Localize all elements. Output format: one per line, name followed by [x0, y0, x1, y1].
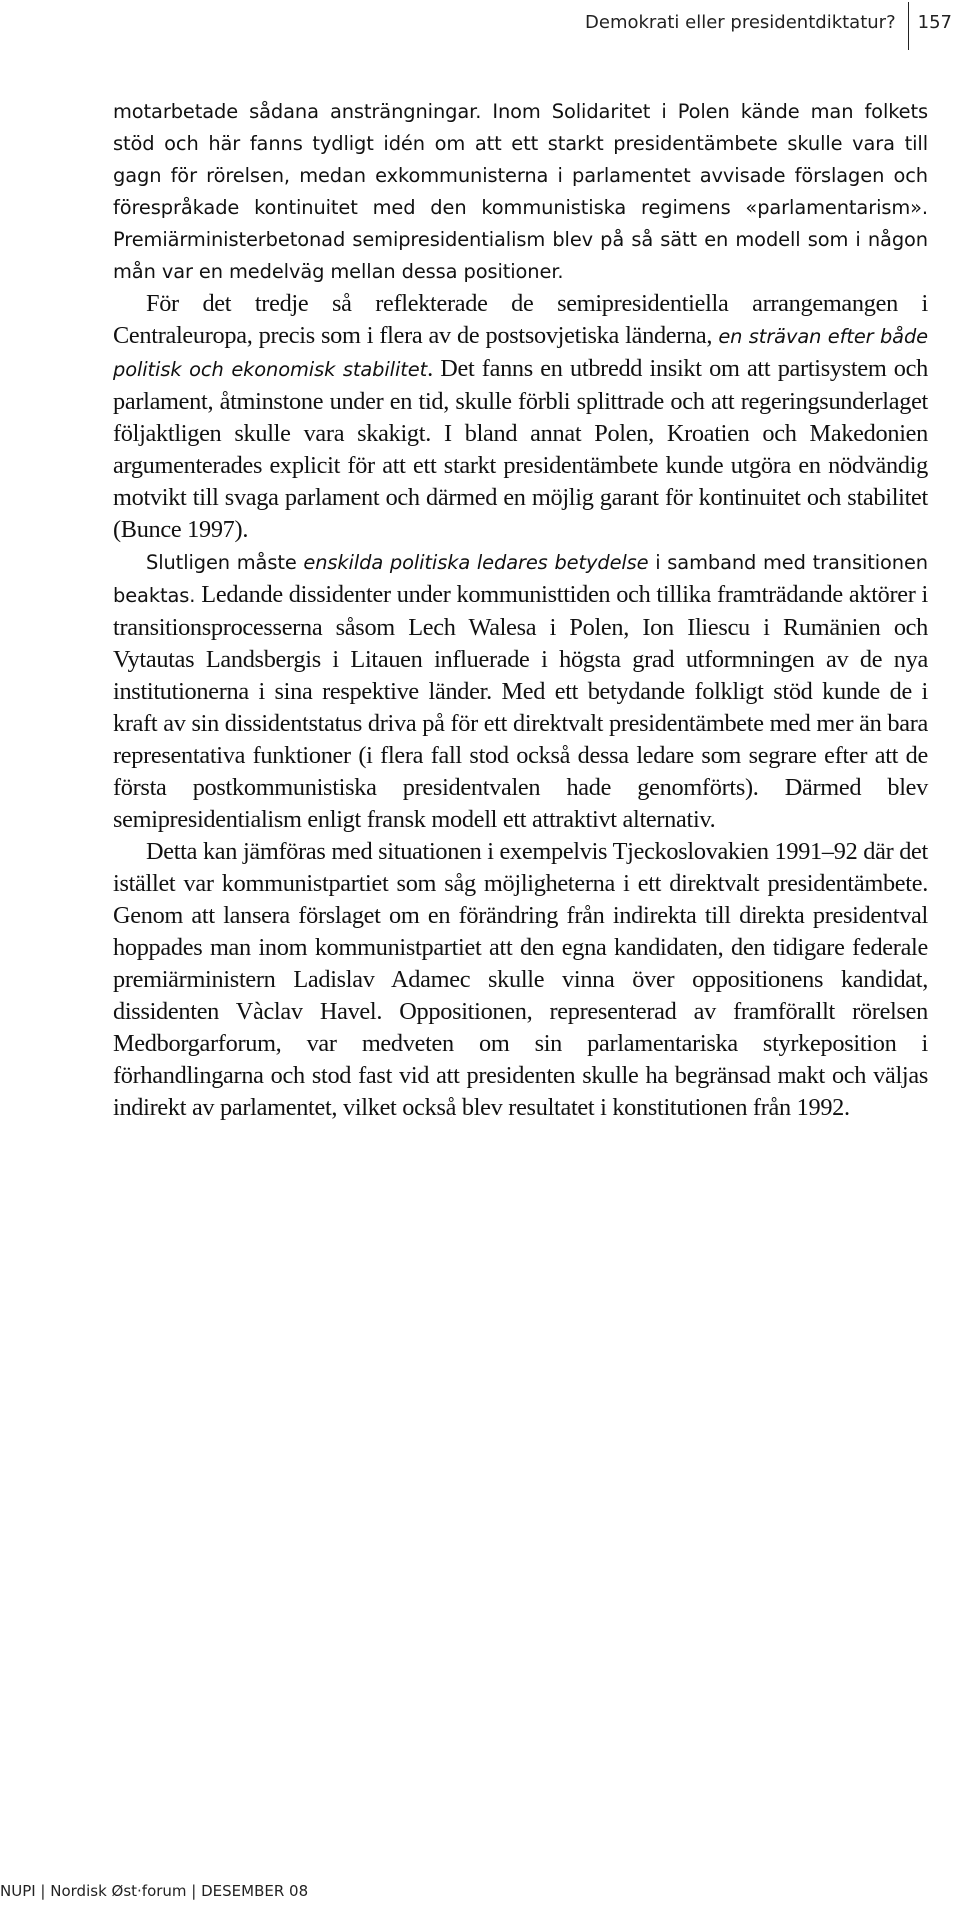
paragraph-4-text: Detta kan jämföras med situationen i exempelvis Tjeckoslovakien 1991–92 där det istället var kommunistpartiet som såg möjligheterna i ett direktvalt presidentämbete. Genom att lansera förslaget om en förändring från indirekta till direkta presidentval hoppades man inom kommunistpartiet att den egna kandidaten, den tidigare federale premiärministern Ladislav Adamec skulle vinna över oppositionens kandidat, dissidenten Vàclav Havel. Oppositionen, representerad av framförallt rörelsen Medborgarforum, var medveten om sin parlamentariska styrkeposition i förhandlingarna och stod fast vid att presidenten skulle ha begränsad makt och väljas indirekt av parlamentet, vilket också blev resultatet i konstitutionen från 1992.	[113, 838, 928, 1121]
page-footer: NUPI | Nordisk Øst·forum | DESEMBER 08	[0, 1882, 309, 1900]
paragraph-3-emphasis: enskilda politiska ledares betydelse	[303, 551, 649, 574]
paragraph-2-text-b: . Det fanns en utbredd insikt om att partisystem och parlament, åtminstone under en tid, skulle förbli splittrade och att regeringsunderlaget följaktligen skulle vara skakigt. I bland annat Polen, Kroatien och Makedonien argumenterades explicit för att ett starkt presidentämbete kunde utgöra en nödvändig motvikt till svaga parlament och därmed en möjlig garant för kontinuitet och stabilitet (Bunce 1997).	[113, 355, 928, 543]
paragraph-2-text-a: För det tredje så reflekterade de semipresidentiella arrangemangen i Centraleuropa, precis som i flera av de postsovjetiska länderna,	[113, 290, 928, 349]
page-number: 157	[917, 12, 952, 33]
paragraph-3-text-a: Slutligen måste	[146, 551, 304, 574]
paragraph-1	[113, 96, 928, 288]
paragraph-3-text-c: Ledande dissidenter under kommunisttiden och tillika framträdande aktörer i transitionsprocesserna såsom Lech Walesa i Polen, Ion Iliescu i Rumänien och Vytautas Landsbergis i Litauen influerade i högsta grad utformningen av de nya institutionerna i sina respektive länder. Med ett betydande folkligt stöd kunde de i kraft av sin dissidentstatus driva på för ett direktvalt presidentämbete med mer än bara representativa funktioner (i flera fall stod också dessa ledare som segrare efter att de första postkommunistiska presidentvalen hade genomförts). Därmed blev semipresidentialism enligt fransk modell ett attraktivt alternativ.	[113, 581, 928, 833]
paragraph-3	[113, 546, 928, 836]
paragraph-2	[113, 288, 928, 546]
running-header	[585, 2, 960, 50]
paragraph-2-emphasis: en strävan efter både politisk och ekonomisk stabilitet	[113, 325, 929, 381]
paragraph-3-text-b: i samband med transitionen beaktas.	[113, 551, 928, 607]
body-text	[113, 96, 928, 1124]
paragraph-1-text: motarbetade sådana ansträngningar. Inom Solidaritet i Polen kände man folkets stöd och här fanns tydligt idén om att ett starkt presidentämbete skulle vara till gagn för rörelsen, medan exkommunisterna i parlamentet avvisade förslagen och förespråkade kontinuitet med den kommunistiska regimens «parlamentarism». Premiärministerbetonad semipresidentialism blev på så sätt en modell som i någon mån var en medelväg mellan dessa positioner.	[113, 100, 928, 283]
running-title: Demokrati eller presidentdiktatur?	[585, 12, 896, 33]
paragraph-4	[113, 836, 928, 1124]
